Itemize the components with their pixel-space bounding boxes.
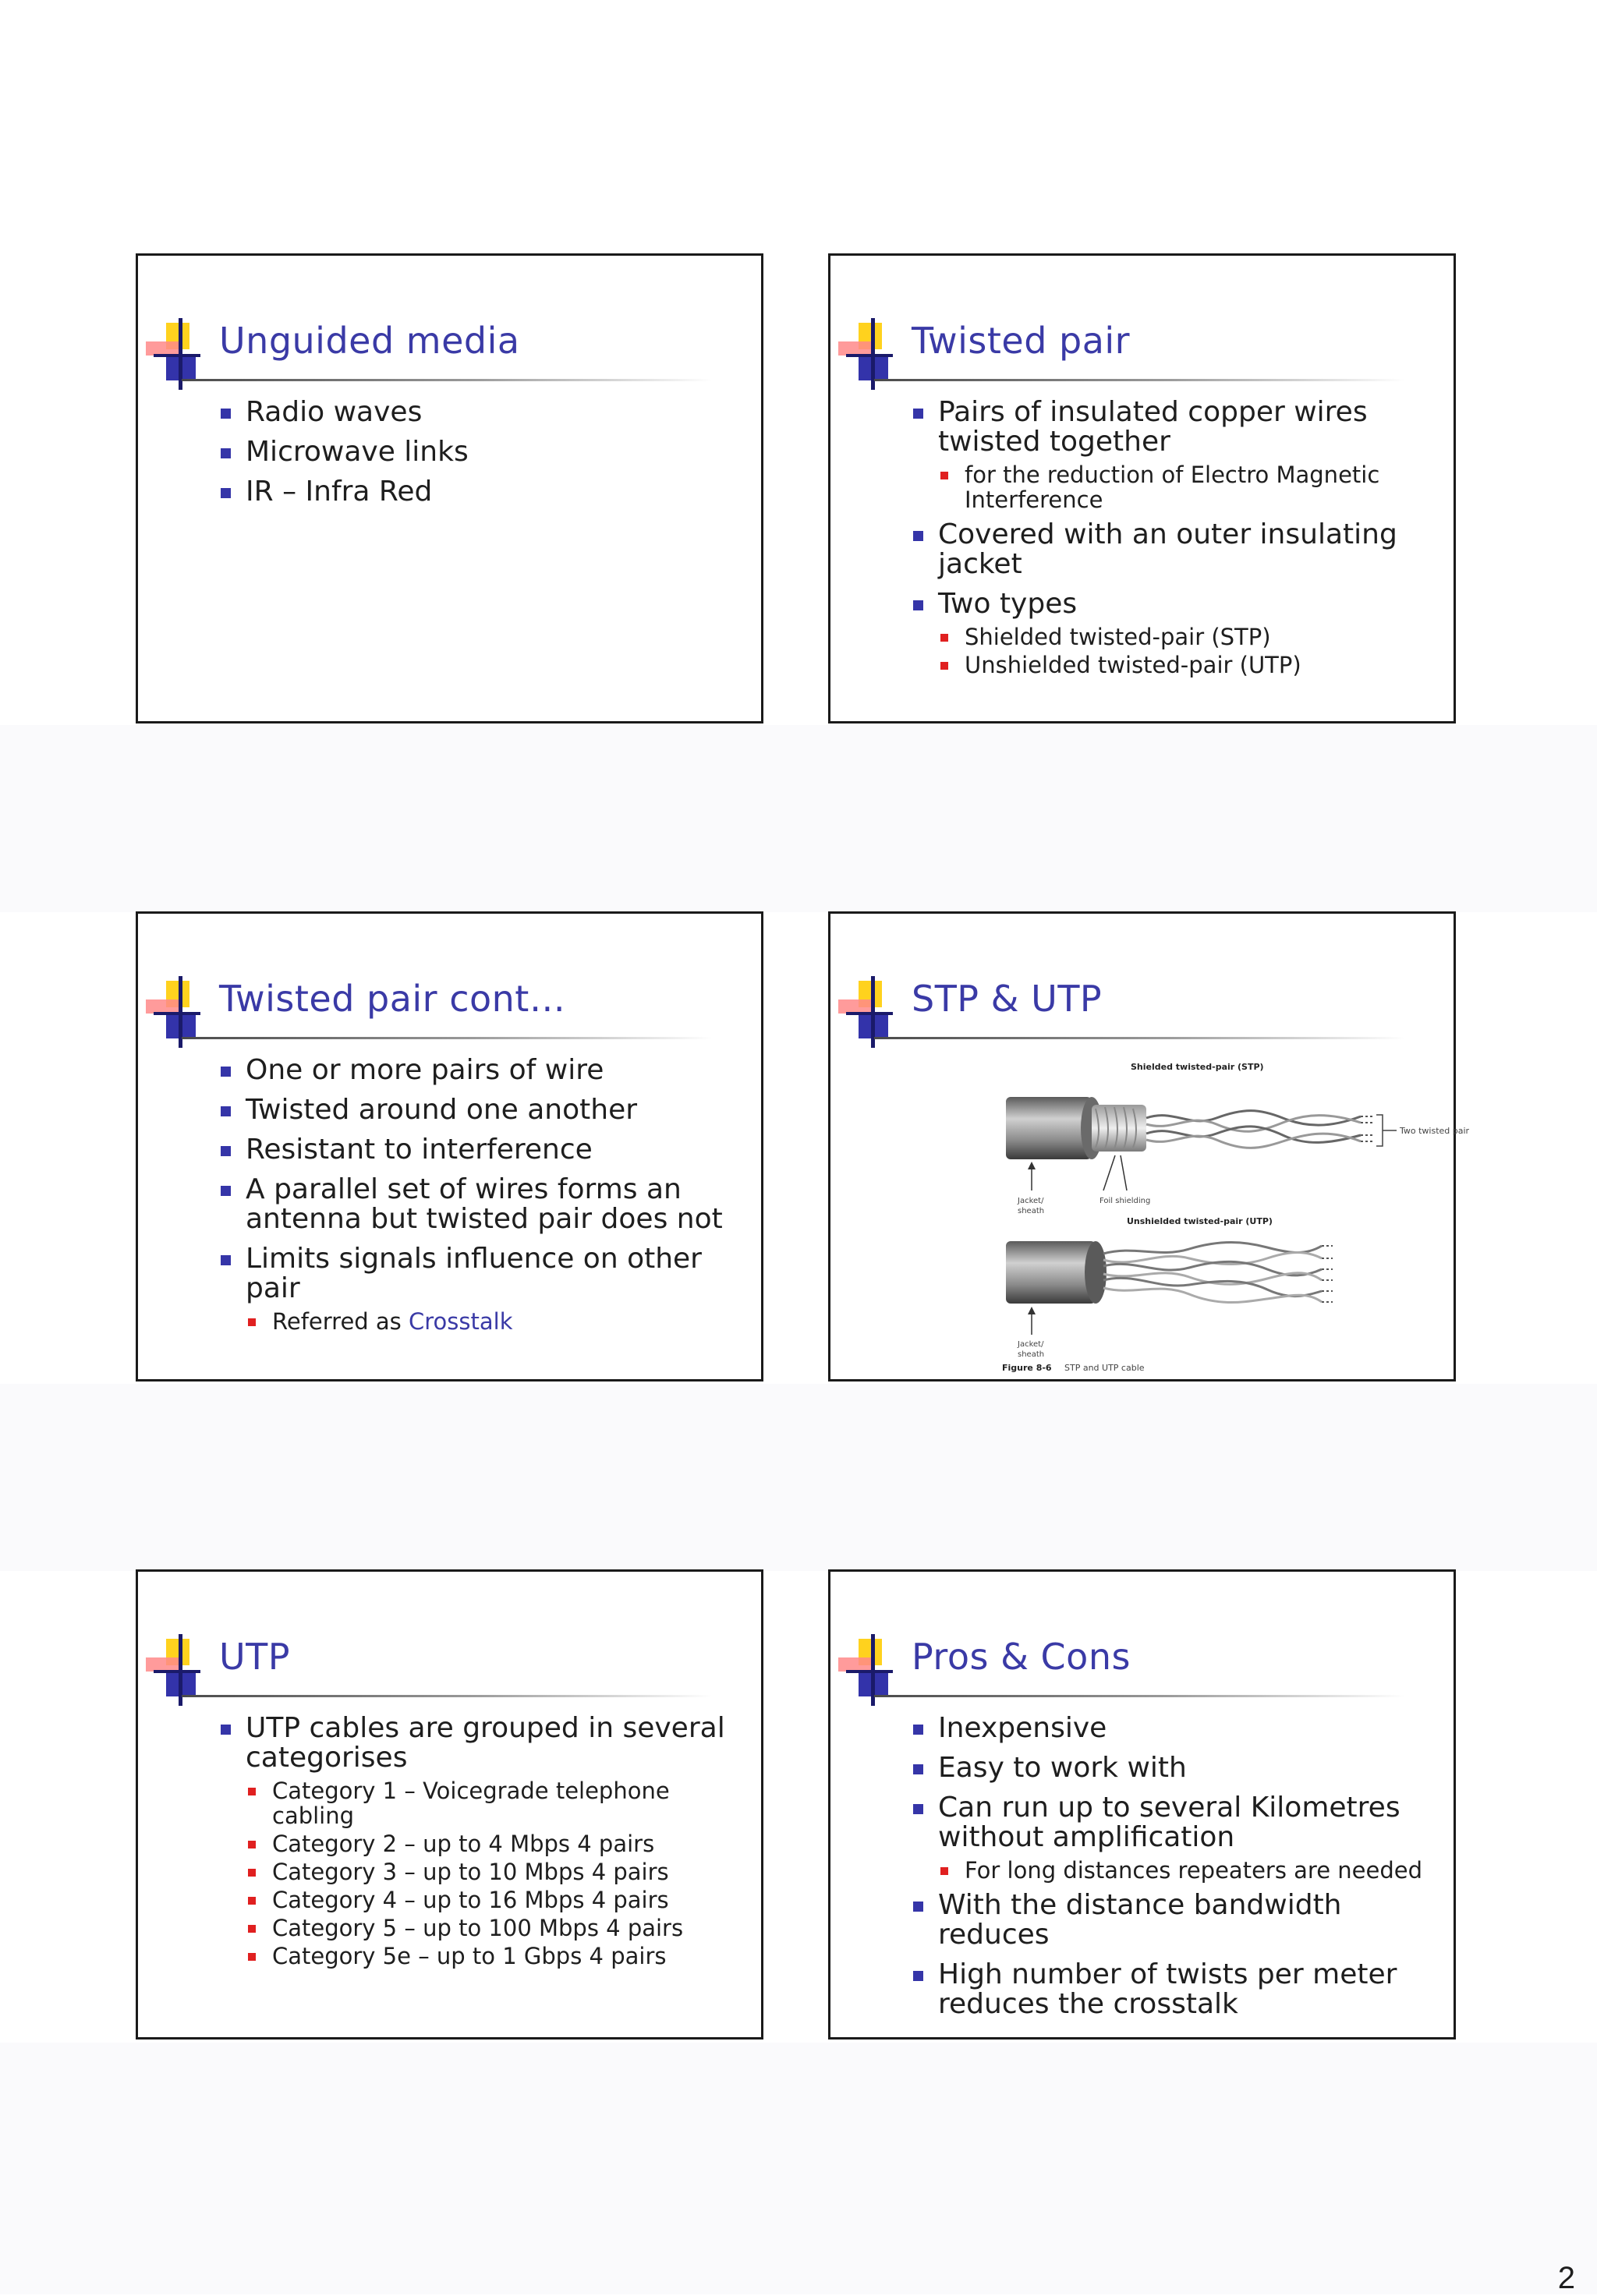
slide-title: Twisted pair [912, 320, 1131, 362]
bullet-item: Radio waves [219, 398, 747, 427]
slide-twisted-pair [828, 253, 1456, 723]
slide-twisted-pair-cont [136, 911, 763, 1381]
bullet-item: Inexpensive [912, 1714, 1439, 1743]
bullet-item: UTP cables are grouped in several categorises [219, 1714, 747, 1773]
figure-caption-text: STP and UTP cable [1064, 1363, 1145, 1373]
slide-title: Twisted pair cont… [219, 978, 566, 1020]
foil-label: Foil shielding [1099, 1197, 1151, 1205]
slide-title: Unguided media [219, 320, 520, 362]
stp-sheath-label: sheath [1018, 1207, 1045, 1215]
sub-bullet-item: Category 5e – up to 1 Gbps 4 pairs [219, 1944, 747, 1969]
stp-foil [1092, 1105, 1146, 1152]
bullet-item: High number of twists per meter reduces the crosstalk [912, 1960, 1439, 2019]
sub-bullet-item: For long distances repeaters are needed [912, 1858, 1439, 1883]
crosstalk-term: Crosstalk [409, 1308, 513, 1335]
sub-bullet-item: Shielded twisted-pair (STP) [912, 624, 1439, 649]
bullet-item: With the distance bandwidth reduces [912, 1891, 1439, 1950]
page-background-band [0, 1384, 1597, 1571]
slide-body [912, 398, 1439, 685]
slide-body [219, 1714, 747, 1976]
utp-sheath-label: sheath [1018, 1350, 1045, 1359]
utp-jacket-label: Jacket/ [1018, 1340, 1044, 1349]
slide-title: STP & UTP [912, 978, 1103, 1020]
slide-body [219, 1056, 747, 1342]
stp-jacket-label: Jacket/ [1018, 1197, 1044, 1205]
sub-bullet-item: Category 1 – Voicegrade telephone cabling [219, 1778, 747, 1828]
slide-stp-utp [828, 911, 1470, 1381]
bullet-item: Limits signals influence on other pair [219, 1244, 747, 1304]
stp-utp-cable-diagram [940, 1054, 1470, 1374]
figure-caption-number: Figure 8-6 [1002, 1363, 1052, 1373]
bullet-item: Twisted around one another [219, 1095, 747, 1125]
slide-logo-icon [138, 1634, 224, 1720]
sub-bullet-text: Referred as [272, 1308, 409, 1335]
page-background-band [0, 725, 1597, 912]
slide-title: UTP [219, 1636, 291, 1678]
slide-pros-cons [828, 1569, 1456, 2040]
bullet-item: Microwave links [219, 437, 747, 467]
slide-logo-icon [830, 318, 916, 404]
utp-jacket-end [1085, 1241, 1107, 1304]
bullet-item: Covered with an outer insulating jacket [912, 520, 1439, 579]
sub-bullet-item [219, 1309, 747, 1334]
sub-bullet-item: Category 3 – up to 10 Mbps 4 pairs [219, 1859, 747, 1884]
bullet-item: Easy to work with [912, 1753, 1439, 1783]
bullet-item: One or more pairs of wire [219, 1056, 747, 1085]
title-divider [874, 1037, 1404, 1039]
two-pair-label: Two twisted pair [1400, 1126, 1470, 1136]
utp-jacket [1006, 1241, 1096, 1304]
slide-logo-icon [830, 1634, 916, 1720]
page-background-band [0, 2043, 1597, 2294]
slide-logo-icon [138, 318, 224, 404]
slide-logo-icon [138, 976, 224, 1062]
bullet-item: A parallel set of wires forms an antenna but twisted pair does not [219, 1175, 747, 1234]
title-divider [874, 379, 1404, 381]
slide-body [219, 398, 747, 517]
sub-bullet-item: Category 4 – up to 16 Mbps 4 pairs [219, 1887, 747, 1912]
slide-utp [136, 1569, 763, 2040]
stp-jacket [1006, 1097, 1092, 1159]
title-divider [874, 1695, 1404, 1697]
slide-logo-icon [830, 976, 916, 1062]
title-divider [182, 379, 712, 381]
sub-bullet-item: for the reduction of Electro Magnetic Interference [912, 462, 1439, 512]
bullet-item: Two types [912, 589, 1439, 619]
stp-label: Shielded twisted-pair (STP) [1131, 1062, 1264, 1072]
bullet-item: Can run up to several Kilometres without amplification [912, 1793, 1439, 1852]
sub-bullet-item: Unshielded twisted-pair (UTP) [912, 653, 1439, 677]
slide-body [912, 1714, 1439, 2029]
bullet-item: Resistant to interference [219, 1135, 747, 1165]
title-divider [182, 1037, 712, 1039]
slide-unguided-media [136, 253, 763, 723]
sub-bullet-item: Category 2 – up to 4 Mbps 4 pairs [219, 1831, 747, 1856]
page-number: 2 [1557, 2261, 1575, 2295]
bullet-item: IR – Infra Red [219, 477, 747, 507]
bullet-item: Pairs of insulated copper wires twisted together [912, 398, 1439, 457]
title-divider [182, 1695, 712, 1697]
utp-label: Unshielded twisted-pair (UTP) [1127, 1216, 1273, 1226]
slide-title: Pros & Cons [912, 1636, 1131, 1678]
sub-bullet-item: Category 5 – up to 100 Mbps 4 pairs [219, 1916, 747, 1940]
